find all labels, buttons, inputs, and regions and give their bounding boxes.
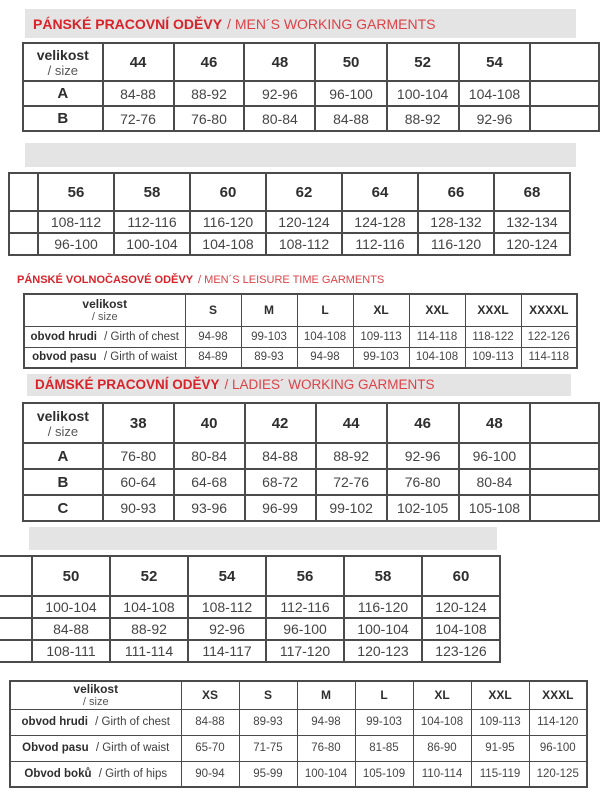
size-label-czech: velikost xyxy=(73,682,119,697)
size-range-cell: 96-100 xyxy=(315,81,386,106)
measure-label-czech: Obvod pasu xyxy=(22,742,89,754)
size-range-cell: 96-100 xyxy=(38,233,114,255)
size-column-header: 64 xyxy=(342,173,418,211)
size-column-header: 58 xyxy=(344,556,422,596)
table-row xyxy=(23,469,599,495)
size-range-cell: 99-103 xyxy=(353,347,409,368)
size-column-header: 52 xyxy=(110,556,188,596)
size-range-cell: 94-98 xyxy=(297,347,353,368)
size-range-cell: 94-98 xyxy=(297,709,355,735)
size-range-cell xyxy=(530,81,599,106)
table-header-row xyxy=(0,556,500,596)
size-range-cell: 84-89 xyxy=(185,347,241,368)
size-range-cell: 96-100 xyxy=(459,443,531,469)
measure-label-cell xyxy=(24,326,185,347)
size-range-cell: 89-93 xyxy=(239,709,297,735)
size-range-cell xyxy=(0,618,32,640)
table-ladies-working-sizes-38-48 xyxy=(22,402,600,522)
section-heading-english: / MEN´S LEISURE TIME GARMENTS xyxy=(198,273,385,286)
size-column-header: 68 xyxy=(494,173,570,211)
size-column-header: 54 xyxy=(188,556,266,596)
size-label-english: / size xyxy=(82,696,109,709)
size-column-header: 50 xyxy=(315,43,386,81)
table-header-row xyxy=(10,681,587,709)
size-column-header: XL xyxy=(413,681,471,709)
size-range-cell xyxy=(9,233,38,255)
size-header-cell xyxy=(23,403,103,443)
size-range-cell: 81-85 xyxy=(355,735,413,761)
size-column-header xyxy=(530,43,599,81)
size-column-header: XXXXL xyxy=(521,294,577,326)
size-range-cell: 120-123 xyxy=(344,640,422,662)
size-range-cell: 91-95 xyxy=(471,735,529,761)
size-range-cell: 109-113 xyxy=(465,347,521,368)
row-label: A xyxy=(23,81,103,106)
size-header-cell xyxy=(23,43,103,81)
size-range-cell: 96-100 xyxy=(266,618,344,640)
size-range-cell: 92-96 xyxy=(244,81,315,106)
measure-label-english: / Girth of hips xyxy=(98,767,168,780)
measure-label-cell xyxy=(10,761,181,787)
size-range-cell: 92-96 xyxy=(387,443,459,469)
size-label-czech: velikost xyxy=(36,46,89,63)
measure-label-cell xyxy=(24,347,185,368)
size-range-cell: 88-92 xyxy=(387,106,459,131)
section-heading-czech: DÁMSKÉ PRACOVNÍ ODĚVY xyxy=(35,377,220,393)
size-range-cell: 76-80 xyxy=(387,469,459,495)
size-range-cell: 88-92 xyxy=(174,81,245,106)
size-range-cell: 105-109 xyxy=(355,761,413,787)
table-row xyxy=(24,326,577,347)
size-column-header: 60 xyxy=(190,173,266,211)
size-range-cell: 86-90 xyxy=(413,735,471,761)
size-range-cell: 84-88 xyxy=(32,618,110,640)
size-range-cell: 116-120 xyxy=(344,596,422,618)
size-range-cell: 72-76 xyxy=(316,469,387,495)
size-range-cell: 116-120 xyxy=(418,233,494,255)
measure-label-czech: obvod hrudi xyxy=(30,330,97,343)
row-label: B xyxy=(23,106,103,131)
size-range-cell: 108-112 xyxy=(38,211,114,233)
size-range-cell: 71-75 xyxy=(239,735,297,761)
section-heading-english: / LADIES´ WORKING GARMENTS xyxy=(224,377,435,393)
size-column-header: L xyxy=(355,681,413,709)
size-range-cell: 104-108 xyxy=(409,347,465,368)
size-range-cell: 123-126 xyxy=(422,640,500,662)
size-range-cell xyxy=(0,596,32,618)
size-column-header: M xyxy=(297,681,355,709)
size-range-cell: 76-80 xyxy=(297,735,355,761)
measure-label-czech: obvod hrudi xyxy=(21,716,88,728)
table-row xyxy=(9,211,570,233)
size-range-cell: 102-105 xyxy=(387,495,459,521)
section-heading-ladies-working xyxy=(27,374,571,396)
table-mens-working-sizes-56-68 xyxy=(8,172,571,256)
size-header-cell xyxy=(10,681,181,709)
size-column-header: 56 xyxy=(38,173,114,211)
size-label-english: / size xyxy=(47,423,79,439)
size-range-cell xyxy=(9,211,38,233)
section-heading-mens-leisure xyxy=(17,271,384,289)
size-range-cell: 94-98 xyxy=(185,326,241,347)
table-row xyxy=(0,640,500,662)
size-column-header: XXXL xyxy=(465,294,521,326)
size-range-cell: 96-99 xyxy=(245,495,316,521)
size-range-cell: 90-93 xyxy=(103,495,174,521)
size-range-cell: 100-104 xyxy=(387,81,459,106)
size-column-header: 40 xyxy=(174,403,245,443)
size-range-cell: 92-96 xyxy=(459,106,531,131)
size-column-header: 46 xyxy=(387,403,459,443)
size-range-cell: 104-108 xyxy=(110,596,188,618)
size-range-cell: 84-88 xyxy=(315,106,386,131)
table-mens-working-sizes-44-54 xyxy=(22,42,600,132)
size-column-header: 42 xyxy=(245,403,316,443)
section-heading-czech: PÁNSKÉ PRACOVNÍ ODĚVY xyxy=(33,15,223,32)
table-header-row xyxy=(23,43,599,81)
table-header-row xyxy=(23,403,599,443)
size-range-cell: 114-120 xyxy=(529,709,587,735)
measure-label-english: / Girth of waist xyxy=(95,742,170,754)
size-range-cell: 99-103 xyxy=(241,326,297,347)
size-label-english: / size xyxy=(47,62,78,78)
size-range-cell: 120-124 xyxy=(422,596,500,618)
size-range-cell: 120-124 xyxy=(494,233,570,255)
table-ladies-leisure-sizes xyxy=(9,680,588,788)
size-range-cell: 65-70 xyxy=(181,735,239,761)
size-column-header: 56 xyxy=(266,556,344,596)
size-range-cell: 100-104 xyxy=(297,761,355,787)
size-range-cell: 111-114 xyxy=(110,640,188,662)
row-label: A xyxy=(23,443,103,469)
size-column-header: 46 xyxy=(174,43,245,81)
size-range-cell: 84-88 xyxy=(245,443,316,469)
table-row xyxy=(0,596,500,618)
size-range-cell: 95-99 xyxy=(239,761,297,787)
table-header-row xyxy=(9,173,570,211)
size-range-cell: 84-88 xyxy=(181,709,239,735)
size-column-header: XXL xyxy=(471,681,529,709)
size-range-cell: 76-80 xyxy=(174,106,245,131)
row-label: C xyxy=(23,495,103,521)
size-range-cell: 89-93 xyxy=(241,347,297,368)
size-range-cell xyxy=(530,106,599,131)
table-row xyxy=(23,81,599,106)
size-range-cell: 109-113 xyxy=(471,709,529,735)
size-range-cell: 104-108 xyxy=(190,233,266,255)
section-heading-english: / MEN´S WORKING GARMENTS xyxy=(227,15,436,32)
size-range-cell: 120-125 xyxy=(529,761,587,787)
size-range-cell: 108-111 xyxy=(32,640,110,662)
size-column-header: XL xyxy=(353,294,409,326)
size-range-cell: 100-104 xyxy=(344,618,422,640)
size-range-cell: 84-88 xyxy=(103,81,174,106)
section-heading-mens-working xyxy=(25,9,576,38)
size-range-cell: 122-126 xyxy=(521,326,577,347)
size-column-header: 66 xyxy=(418,173,494,211)
size-range-cell: 99-103 xyxy=(355,709,413,735)
size-range-cell: 108-112 xyxy=(188,596,266,618)
table-ladies-working-sizes-50-60 xyxy=(0,555,501,663)
table-row xyxy=(9,233,570,255)
table-header-row xyxy=(24,294,577,326)
size-column-header xyxy=(9,173,38,211)
size-range-cell: 96-100 xyxy=(529,735,587,761)
size-column-header: S xyxy=(185,294,241,326)
size-range-cell: 124-128 xyxy=(342,211,418,233)
size-column-header xyxy=(530,403,599,443)
size-range-cell: 104-108 xyxy=(297,326,353,347)
table-mens-leisure-sizes xyxy=(23,293,578,369)
measure-label-english: / Girth of chest xyxy=(104,330,179,343)
size-range-cell: 88-92 xyxy=(316,443,387,469)
size-range-cell: 109-113 xyxy=(353,326,409,347)
size-range-cell xyxy=(530,443,599,469)
size-column-header: 50 xyxy=(32,556,110,596)
size-range-cell: 118-122 xyxy=(465,326,521,347)
size-range-cell: 64-68 xyxy=(174,469,245,495)
size-range-cell: 108-112 xyxy=(266,233,342,255)
size-range-cell xyxy=(0,640,32,662)
size-header-cell xyxy=(24,294,185,326)
size-column-header: XS xyxy=(181,681,239,709)
measure-label-cell xyxy=(10,709,181,735)
size-range-cell: 80-84 xyxy=(459,469,531,495)
size-range-cell: 88-92 xyxy=(110,618,188,640)
size-range-cell: 110-114 xyxy=(413,761,471,787)
size-label-czech: velikost xyxy=(36,407,89,424)
table-row xyxy=(10,709,587,735)
size-range-cell: 100-104 xyxy=(32,596,110,618)
size-range-cell: 104-108 xyxy=(459,81,531,106)
section-separator-bar xyxy=(25,143,576,167)
row-label: B xyxy=(23,469,103,495)
size-column-header: S xyxy=(239,681,297,709)
section-heading-czech: PÁNSKÉ VOLNOČASOVÉ ODĚVY xyxy=(17,273,194,286)
table-row xyxy=(0,618,500,640)
size-range-cell: 60-64 xyxy=(103,469,174,495)
size-range-cell: 112-116 xyxy=(342,233,418,255)
size-range-cell: 90-94 xyxy=(181,761,239,787)
table-row xyxy=(10,761,587,787)
size-range-cell: 100-104 xyxy=(114,233,190,255)
size-range-cell: 68-72 xyxy=(245,469,316,495)
size-range-cell: 80-84 xyxy=(174,443,245,469)
size-label-english: / size xyxy=(91,311,118,324)
size-range-cell: 132-134 xyxy=(494,211,570,233)
size-range-cell: 112-116 xyxy=(114,211,190,233)
size-range-cell: 80-84 xyxy=(244,106,315,131)
size-column-header: 44 xyxy=(316,403,387,443)
size-range-cell: 116-120 xyxy=(190,211,266,233)
table-row xyxy=(10,735,587,761)
size-range-cell: 104-108 xyxy=(413,709,471,735)
size-column-header: 60 xyxy=(422,556,500,596)
size-range-cell: 114-118 xyxy=(521,347,577,368)
size-column-header: XXL xyxy=(409,294,465,326)
size-column-header: 52 xyxy=(387,43,459,81)
size-column-header: 48 xyxy=(244,43,315,81)
size-range-cell: 72-76 xyxy=(103,106,174,131)
size-column-header: 54 xyxy=(459,43,531,81)
size-range-cell: 114-117 xyxy=(188,640,266,662)
size-range-cell: 92-96 xyxy=(188,618,266,640)
table-row xyxy=(23,106,599,131)
size-column-header: 58 xyxy=(114,173,190,211)
size-range-cell: 99-102 xyxy=(316,495,387,521)
size-range-cell: 117-120 xyxy=(266,640,344,662)
size-range-cell xyxy=(530,469,599,495)
size-label-czech: velikost xyxy=(82,297,128,312)
size-range-cell: 93-96 xyxy=(174,495,245,521)
size-range-cell: 76-80 xyxy=(103,443,174,469)
size-column-header: 38 xyxy=(103,403,174,443)
size-range-cell: 104-108 xyxy=(422,618,500,640)
table-row xyxy=(23,443,599,469)
measure-label-cell xyxy=(10,735,181,761)
size-range-cell: 112-116 xyxy=(266,596,344,618)
size-column-header: 44 xyxy=(103,43,174,81)
size-column-header: XXXL xyxy=(529,681,587,709)
size-range-cell: 114-118 xyxy=(409,326,465,347)
size-range-cell xyxy=(530,495,599,521)
size-column-header: M xyxy=(241,294,297,326)
section-separator-bar xyxy=(29,527,497,550)
table-row xyxy=(23,495,599,521)
size-column-header: 62 xyxy=(266,173,342,211)
size-range-cell: 128-132 xyxy=(418,211,494,233)
measure-label-english: / Girth of chest xyxy=(95,716,170,728)
measure-label-czech: Obvod boků xyxy=(24,767,92,780)
size-column-header xyxy=(0,556,32,596)
size-column-header: L xyxy=(297,294,353,326)
measure-label-czech: obvod pasu xyxy=(32,351,97,364)
table-row xyxy=(24,347,577,368)
size-range-cell: 105-108 xyxy=(459,495,531,521)
size-range-cell: 120-124 xyxy=(266,211,342,233)
size-column-header: 48 xyxy=(459,403,531,443)
measure-label-english: / Girth of waist xyxy=(103,351,178,364)
size-range-cell: 115-119 xyxy=(471,761,529,787)
